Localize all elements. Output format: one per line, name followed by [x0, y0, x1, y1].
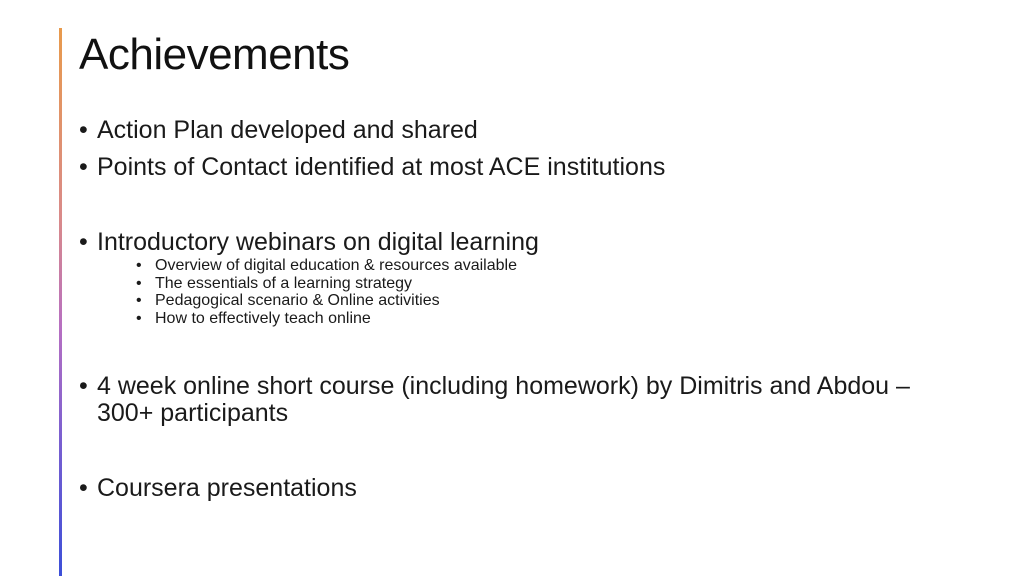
sub-bullet-dot: •	[136, 274, 142, 292]
bullet-item	[79, 117, 939, 144]
sub-bullet-item	[136, 257, 517, 275]
bullet-text: 4 week online short course (including homework) by Dimitris and Abdou – 300+ participants	[97, 372, 910, 427]
bullet-text: Points of Contact identified at most ACE institutions	[97, 153, 666, 181]
sub-bullet-text: The essentials of a learning strategy	[155, 274, 413, 292]
bullet-text: Action Plan developed and shared	[97, 116, 478, 144]
bullet-text: Coursera presentations	[97, 474, 357, 502]
sub-bullet-text: Overview of digital education & resources available	[155, 257, 517, 274]
bullet-dot: •	[79, 228, 88, 256]
bullet-item	[79, 373, 939, 427]
bullet-item	[79, 154, 939, 181]
sub-bullet-text: Pedagogical scenario & Online activities	[155, 292, 440, 309]
bullet-dot: •	[79, 372, 88, 400]
bullet-item	[79, 475, 939, 502]
sub-bullet-text: How to effectively teach online	[155, 309, 371, 327]
bullet-text: Introductory webinars on digital learning	[97, 228, 539, 256]
sub-bullet-item	[136, 310, 371, 328]
slide-title: Achievements	[79, 30, 350, 79]
bullet-dot: •	[79, 153, 88, 181]
sub-bullet-dot: •	[136, 309, 142, 327]
bullet-dot: •	[79, 474, 88, 502]
accent-bar	[59, 28, 62, 576]
sub-bullet-dot: •	[136, 292, 142, 309]
bullet-item	[79, 229, 939, 256]
sub-bullet-item	[136, 292, 440, 310]
sub-bullet-item	[136, 275, 412, 293]
sub-bullet-dot: •	[136, 257, 142, 274]
bullet-dot: •	[79, 116, 88, 144]
